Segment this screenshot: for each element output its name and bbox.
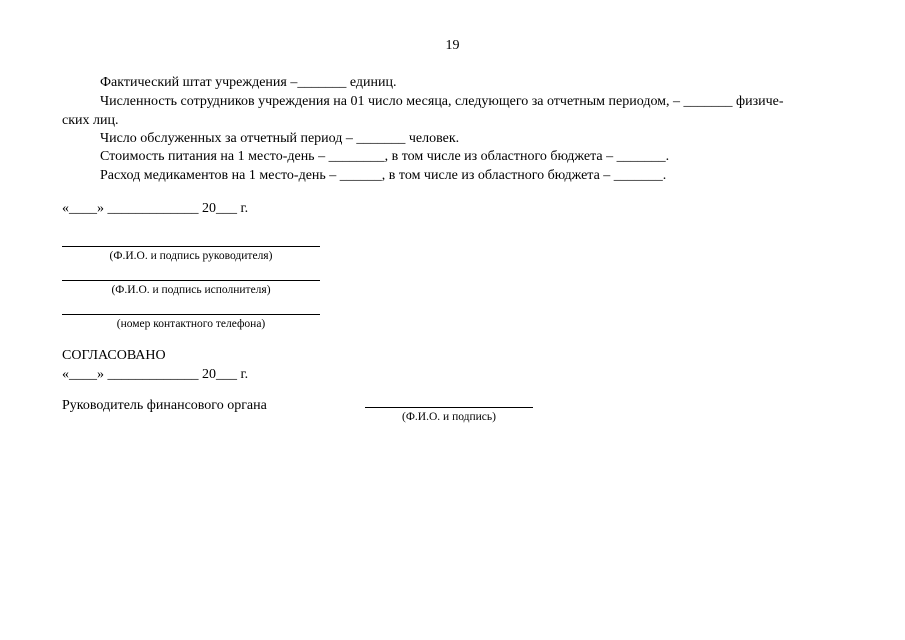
employees-blank: _______ (683, 94, 733, 109)
agreed-title: СОГЛАСОВАНО (62, 348, 166, 363)
employees-text: Численность сотрудников учреждения на 01 число месяца, следующего за отчетным периодом, – (100, 94, 684, 109)
employees-paragraph (62, 92, 842, 130)
signature-line (62, 245, 320, 247)
report-date: «____» _____________ 20___ г. (62, 201, 249, 216)
agreed-date: «____» _____________ 20___ г. (62, 367, 249, 382)
signature-caption: (Ф.И.О. и подпись) (402, 411, 496, 423)
staff-unit: единиц. (346, 75, 397, 90)
food-blank-2: _______ (616, 149, 666, 164)
signature-line (62, 279, 320, 281)
employees-line-2: ских лиц. (62, 113, 119, 128)
finance-signature (365, 406, 533, 423)
signature-caption: (Ф.И.О. и подпись исполнителя) (111, 284, 271, 296)
food-middle: , в том числе из областного бюджета – (384, 149, 617, 164)
staff-blank: _______ (297, 75, 347, 90)
signature-caption: (Ф.И.О. и подпись руководителя) (109, 250, 273, 262)
served-blank: _______ (356, 131, 406, 146)
employees-line-1 (62, 92, 842, 111)
meds-middle: , в том числе из областного бюджета – (381, 168, 614, 183)
signature-caption: (номер контактного телефона) (116, 318, 266, 330)
signature-line (365, 406, 533, 408)
meds-blank-2: _______ (613, 168, 663, 183)
staff-line (62, 73, 842, 92)
served-line (62, 129, 842, 148)
meds-text: Расход медикаментов на 1 место-день – (100, 168, 340, 183)
finance-head-label: Руководитель финансового органа (62, 398, 267, 413)
employees-unit: физиче- (732, 94, 784, 109)
meds-end: . (662, 168, 667, 183)
food-end: . (665, 149, 670, 164)
signature-manager (62, 245, 320, 262)
food-blank-1: ________ (328, 149, 385, 164)
contact-phone (62, 313, 320, 330)
food-text: Стоимость питания на 1 место-день – (100, 149, 329, 164)
signature-executor (62, 279, 320, 296)
food-line (62, 147, 842, 166)
page-number: 19 (445, 38, 460, 53)
meds-blank-1: ______ (339, 168, 382, 183)
staff-text: Фактический штат учреждения – (100, 75, 298, 90)
served-unit: человек. (405, 131, 460, 146)
served-text: Число обслуженных за отчетный период – (100, 131, 357, 146)
meds-line (62, 166, 842, 185)
signature-line (62, 313, 320, 315)
